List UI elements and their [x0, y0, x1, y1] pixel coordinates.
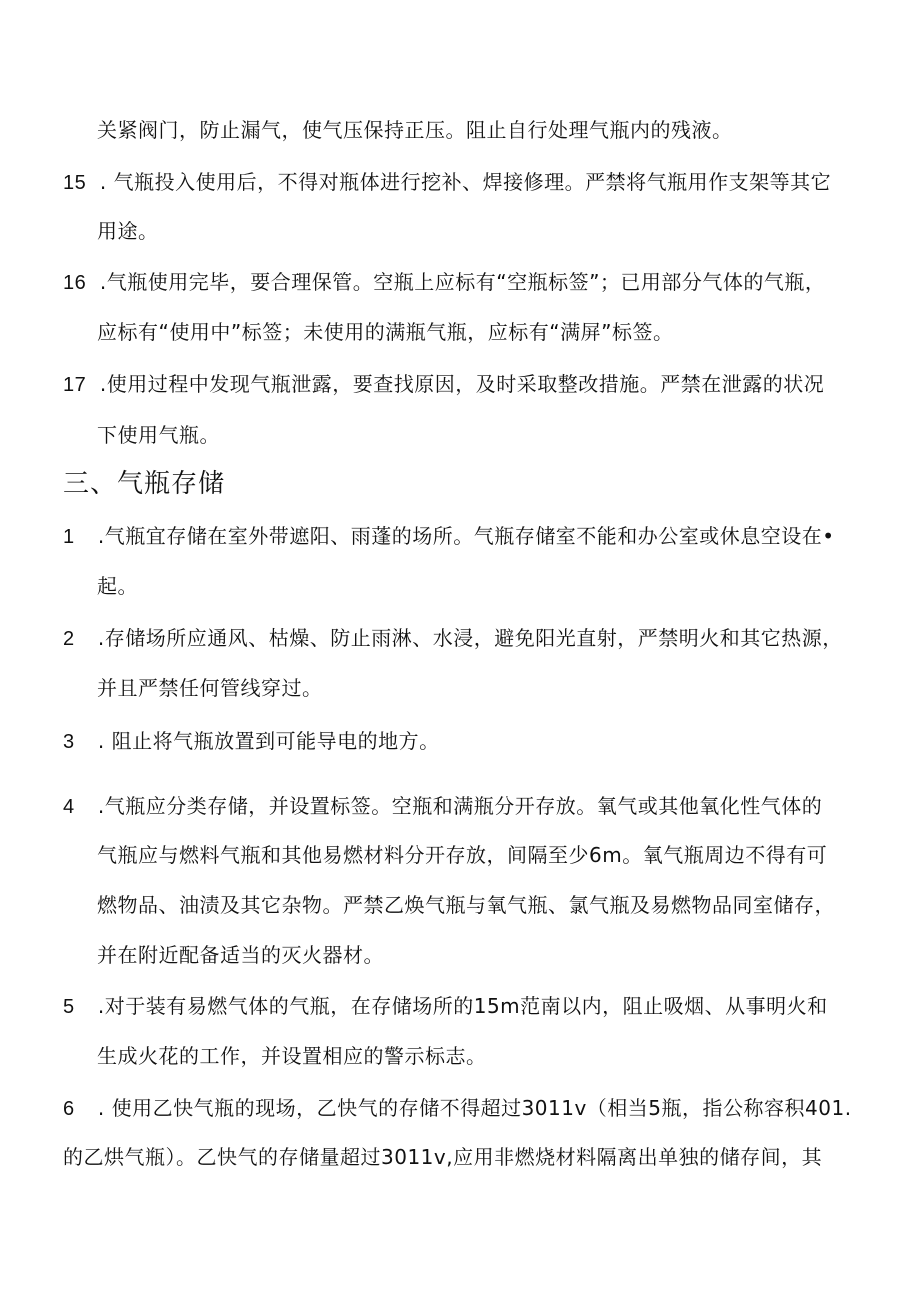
- item-number: 5: [63, 996, 75, 1018]
- list-item-4: [63, 792, 822, 821]
- item-text: .存储场所应通风、枯燥、防止雨淋、水浸，避免阳光直射，严禁明火和其它热源，: [91, 626, 843, 650]
- item-text: . 使用乙快气瓶的现场，乙快气的存储不得超过3011v（相当5瓶，指公称容积401.: [91, 1096, 852, 1120]
- item-text: . 阻止将气瓶放置到可能导电的地方。: [91, 729, 440, 753]
- list-item-5: [63, 992, 828, 1021]
- item-text: .对于装有易燃气体的气瓶，在存储场所的15m范南以内，阻止吸烟、从事明火和: [91, 994, 828, 1018]
- list-item-17-continuation: 下使用气瓶。: [97, 423, 220, 447]
- item-text: . 气瓶投入使用后，不得对瓶体进行挖补、焊接修理。严禁将气瓶用作支架等其它: [93, 170, 832, 194]
- item-text: .气瓶应分类存储，并设置标签。空瓶和满瓶分开存放。氧气或其他氧化性气体的: [91, 794, 823, 818]
- list-item-16: [63, 268, 825, 297]
- list-item-1-continuation: 起。: [97, 574, 138, 598]
- list-item-3: [63, 727, 440, 756]
- item-number: 3: [63, 731, 75, 753]
- list-item-2-continuation: 并且严禁任何管线穿过。: [97, 676, 323, 700]
- list-item-6-continuation: 的乙烘气瓶）。乙快气的存储量超过3011v,应用非燃烧材料隔离出单独的储存间，其: [63, 1145, 823, 1169]
- list-item-6: [63, 1094, 852, 1123]
- section-heading: 三、气瓶存储: [63, 469, 226, 499]
- list-item-2: [63, 624, 843, 653]
- list-item-5-continuation: 生成火花的工作，并设置相应的警示标志。: [97, 1044, 487, 1068]
- item-text: .使用过程中发现气瓶泄露，要查找原因，及时采取整改措施。严禁在泄露的状况: [93, 372, 825, 396]
- list-item-15: [63, 168, 831, 197]
- paragraph-line: 关紧阀门，防止漏气，使气压保持正压。阻止自行处理气瓶内的残液。: [97, 118, 733, 142]
- item-number: 4: [63, 796, 75, 818]
- list-item-4-continuation: 并在附近配备适当的灭火器材。: [97, 943, 384, 967]
- item-text: .气瓶宜存储在室外带遮阳、雨蓬的场所。气瓶存储室不能和办公室或休息空设在•: [91, 524, 835, 548]
- item-number: 2: [63, 628, 75, 650]
- item-number: 1: [63, 526, 75, 548]
- list-item-4-continuation: 气瓶应与燃料气瓶和其他易燃材料分开存放，间隔至少6m。氧气瓶周边不得有可: [97, 843, 828, 867]
- list-item-17: [63, 370, 824, 399]
- list-item-4-continuation: 燃物品、油渍及其它杂物。严禁乙焕气瓶与氧气瓶、氯气瓶及易燃物品同室储存，: [97, 893, 835, 917]
- item-number: 15: [63, 172, 87, 194]
- list-item-1: [63, 522, 835, 551]
- item-number: 17: [63, 374, 87, 396]
- list-item-16-continuation: 应标有“使用中”标签；未使用的满瓶气瓶，应标有“满屏”标签。: [97, 320, 674, 344]
- item-number: 16: [63, 272, 87, 294]
- item-text: .气瓶使用完毕，要合理保管。空瓶上应标有“空瓶标签”；已用部分气体的气瓶，: [93, 270, 826, 294]
- list-item-15-continuation: 用途。: [97, 219, 159, 243]
- item-number: 6: [63, 1098, 75, 1120]
